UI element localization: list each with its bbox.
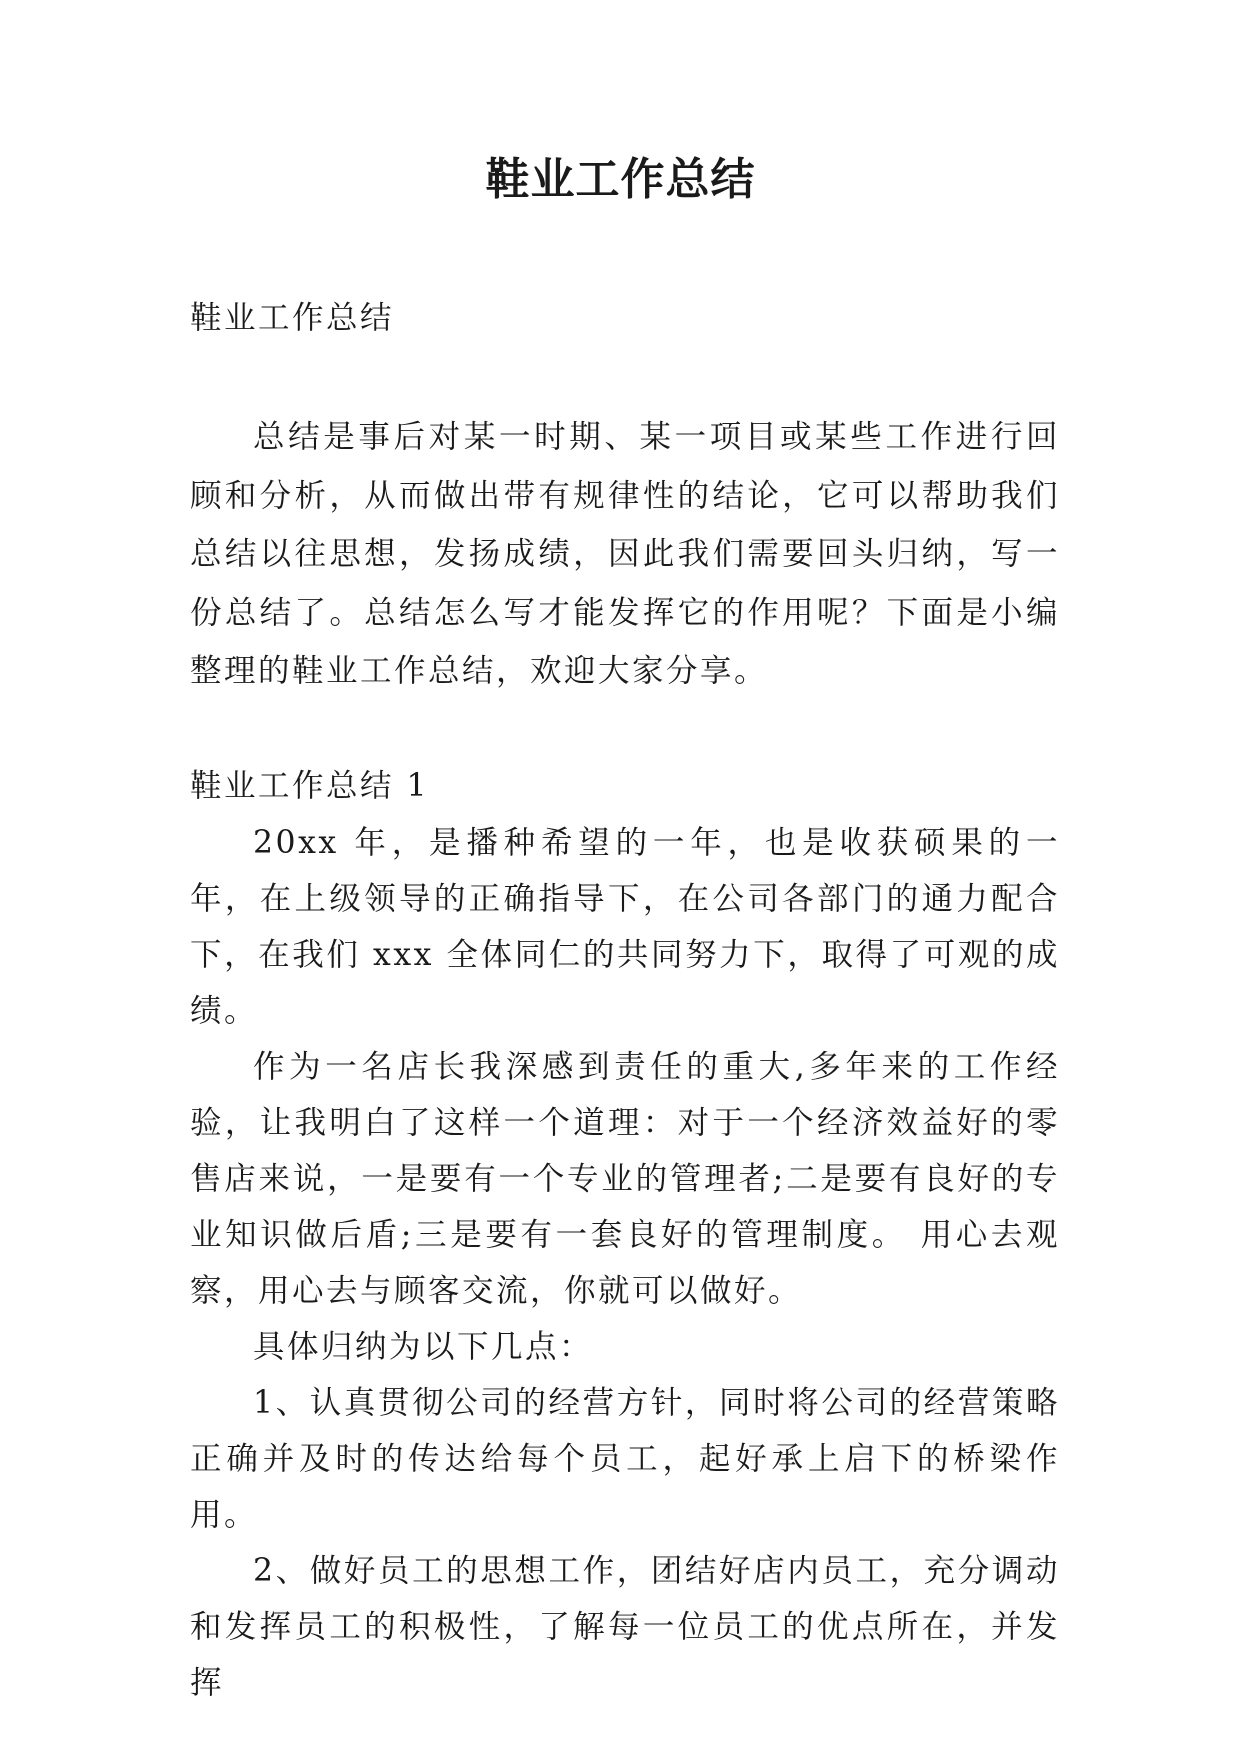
body-paragraph: 1、认真贯彻公司的经营方针，同时将公司的经营策略正确并及时的传达给每个员工，起好承上启下的桥梁作用。	[190, 1385, 1060, 1533]
document-subtitle: 鞋业工作总结	[190, 300, 395, 336]
body-paragraph: 20xx 年，是播种希望的一年，也是收获硕果的一年，在上级领导的正确指导下，在公司各部门的通力配合下，在我们 xxx 全体同仁的共同努力下，取得了可观的成绩。	[190, 825, 1060, 1029]
section-body	[190, 815, 1060, 1711]
body-paragraph: 作为一名店长我深感到责任的重大,多年来的工作经验，让我明白了这样一个道理：对于一个经济效益好的零售店来说，一是要有一个专业的管理者;二是要有良好的专业知识做后盾;三是要有一套良好的管理制度。 用心去观察，用心去与顾客交流，你就可以做好。	[190, 1049, 1060, 1309]
section-heading: 鞋业工作总结 1	[190, 768, 430, 804]
intro-paragraph: 总结是事后对某一时期、某一项目或某些工作进行回顾和分析，从而做出带有规律性的结论，它可以帮助我们总结以往思想，发扬成绩，因此我们需要回头归纳，写一份总结了。总结怎么写才能发挥它的作用呢？下面是小编整理的鞋业工作总结，欢迎大家分享。	[190, 419, 1060, 689]
body-paragraph: 具体归纳为以下几点：	[253, 1329, 594, 1365]
body-paragraph: 2、做好员工的思想工作，团结好店内员工，充分调动和发挥员工的积极性，了解每一位员工的优点所在，并发挥	[190, 1553, 1060, 1701]
document-title: 鞋业工作总结	[485, 154, 756, 205]
